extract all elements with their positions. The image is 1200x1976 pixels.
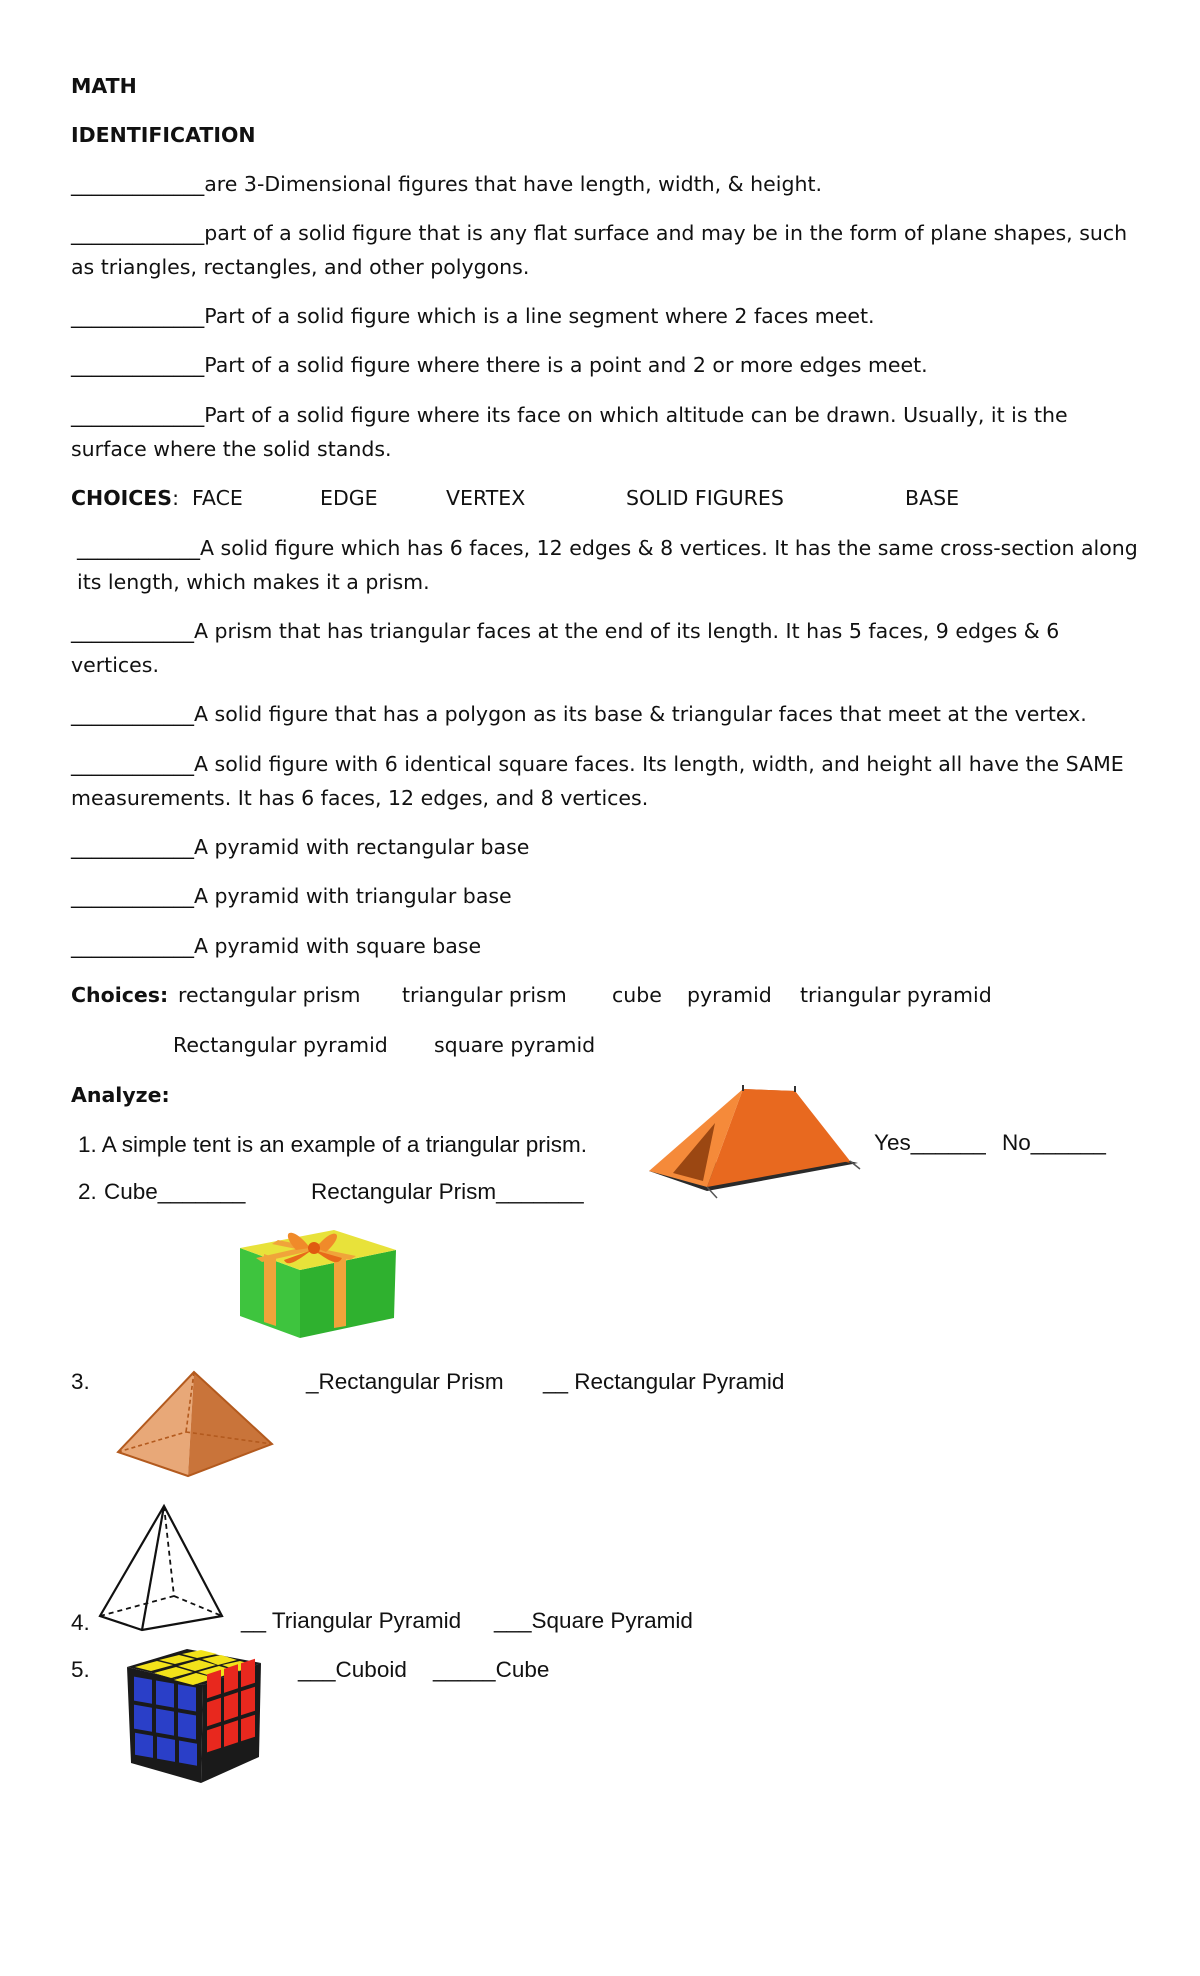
q5-option-cuboid[interactable]: ___Cuboid [298,1657,407,1682]
p2-item-2: ____________A prism that has triangular faces at the end of its length. It has 5 faces, 9 edges & 6 vertices. [71,619,1060,677]
answer-blank[interactable]: _____________ [71,172,205,196]
p2-item-1: ____________A solid figure which has 6 faces, 12 edges & 8 vertices. It has the same cross-section along its length, which makes it a prism. [77,536,1138,594]
q1-yes-blank[interactable]: Yes______ [874,1130,986,1155]
q3-option-rectangular-pyramid[interactable]: __ Rectangular Pyramid [543,1369,785,1394]
rubiks-cube-image [125,1645,263,1785]
p1-item-1: _____________are 3-Dimensional figures that have length, width, & height. [71,172,823,196]
q2-option-cube[interactable]: Cube_______ [104,1179,246,1204]
subject-heading: MATH [71,74,137,98]
choice-rectangular-prism: rectangular prism [178,983,361,1007]
q3-option-rectangular-prism[interactable]: _Rectangular Prism [306,1369,504,1394]
answer-blank[interactable]: ____________ [71,702,194,726]
p2-choices-label: Choices: [71,983,169,1007]
answer-blank[interactable]: ____________ [71,835,194,859]
analyze-heading: Analyze: [71,1083,170,1107]
q4-option-triangular-pyramid[interactable]: __ Triangular Pyramid [241,1608,462,1633]
q2-option-rectangular-prism[interactable]: Rectangular Prism_______ [311,1179,584,1204]
answer-blank[interactable]: _____________ [71,221,205,245]
choice-face: FACE [192,486,243,510]
answer-blank[interactable]: _____________ [71,353,205,377]
q4-option-square-pyramid[interactable]: ___Square Pyramid [494,1608,693,1633]
p1-item-3: _____________Part of a solid figure which is a line segment where 2 faces meet. [71,304,875,328]
p2-item-3: ____________A solid figure that has a polygon as its base & triangular faces that meet at the vertex. [71,702,1087,726]
choice-triangular-pyramid: triangular pyramid [800,983,992,1007]
p2-item-7: ____________A pyramid with square base [71,934,482,958]
p1-choices-label: CHOICES: [71,486,179,510]
p2-item-6: ____________A pyramid with triangular base [71,884,512,908]
answer-blank[interactable]: ____________ [71,752,194,776]
answer-blank[interactable]: ____________ [77,536,200,560]
answer-blank[interactable]: ____________ [71,619,194,643]
choice-square-pyramid: square pyramid [434,1033,596,1057]
p1-item-2: _____________part of a solid figure that is any flat surface and may be in the form of plane shapes, such as triangles, rectangles, and other polygons. [71,221,1128,279]
brown-pyramid-image [116,1370,274,1480]
q2-number: 2. [78,1179,97,1204]
q3-number: 3. [71,1369,90,1394]
choice-vertex: VERTEX [446,486,526,510]
choice-solid-figures: SOLID FIGURES [626,486,784,510]
square-pyramid-outline-image [98,1504,224,1632]
q1-no-blank[interactable]: No______ [1002,1130,1106,1155]
gift-box-image [238,1220,398,1342]
p1-item-4: _____________Part of a solid figure where there is a point and 2 or more edges meet. [71,353,928,377]
answer-blank[interactable]: _____________ [71,304,205,328]
p1-item-5: _____________Part of a solid figure where its face on which altitude can be drawn. Usually, it is the surface where the solid stands. [71,403,1068,461]
q5-number: 5. [71,1657,90,1682]
q5-option-cube[interactable]: _____Cube [433,1657,550,1682]
choice-cube: cube [612,983,662,1007]
choice-rectangular-pyramid: Rectangular pyramid [173,1033,388,1057]
choice-edge: EDGE [320,486,378,510]
answer-blank[interactable]: ____________ [71,884,194,908]
choice-base: BASE [905,486,960,510]
p2-item-5: ____________A pyramid with rectangular base [71,835,530,859]
answer-blank[interactable]: _____________ [71,403,205,427]
choice-triangular-prism: triangular prism [402,983,567,1007]
answer-blank[interactable]: ____________ [71,934,194,958]
section-heading: IDENTIFICATION [71,123,256,147]
choice-pyramid: pyramid [687,983,772,1007]
q1-text: 1. A simple tent is an example of a triangular prism. [78,1132,587,1157]
p2-item-4: ____________A solid figure with 6 identical square faces. Its length, width, and height all have the SAME measurements. It has 6 faces, 12 edges, and 8 vertices. [71,752,1124,810]
q4-number: 4. [71,1610,90,1635]
tent-image [645,1083,860,1198]
